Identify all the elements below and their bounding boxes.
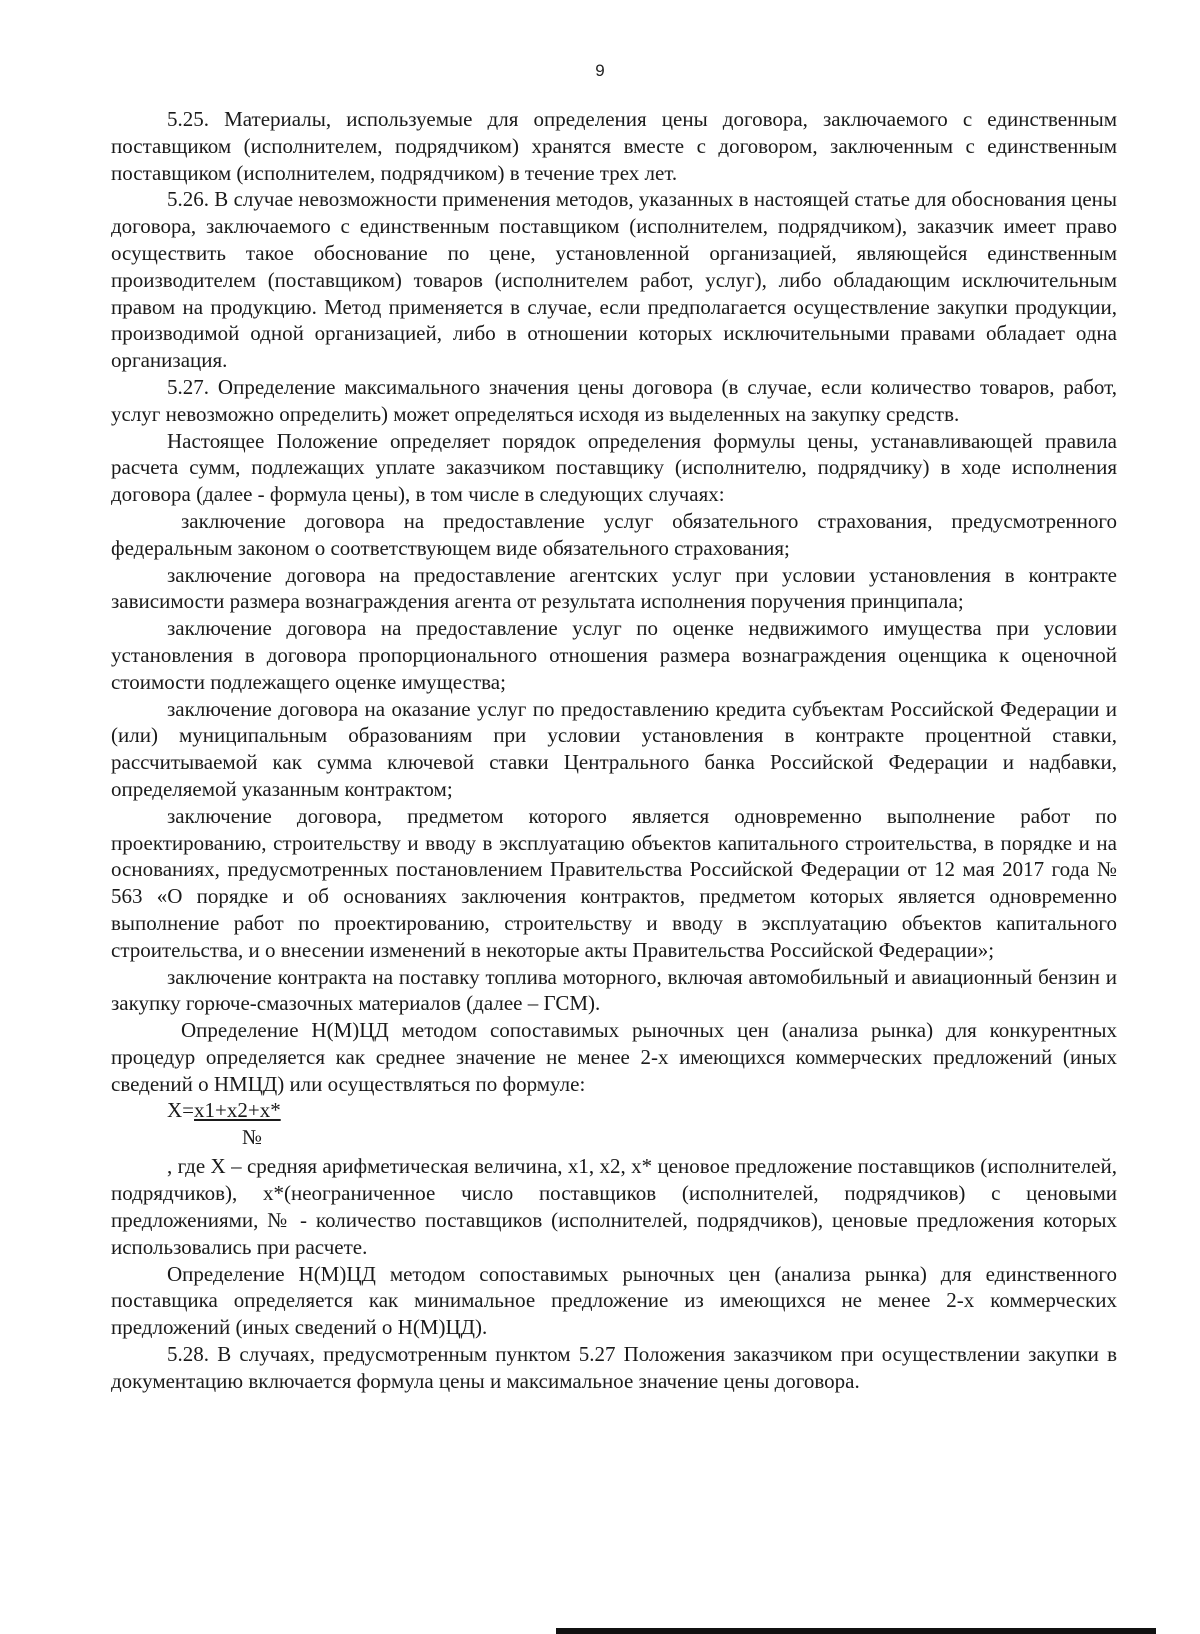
paragraph-nmcd-single-supplier: Определение Н(М)ЦД методом сопоставимых рыночных цен (анализа рынка) для единственного поставщика определяется как минимальное предложение из имеющихся не менее 2-х коммерческих предложений (иных сведений о Н(М)ЦД). — [111, 1261, 1117, 1340]
paragraph-5-28: 5.28. В случаях, предусмотренным пунктом 5.27 Положения заказчиком при осуществлении закупки в документацию включается формула цены и максимальное значение цены договора. — [111, 1342, 1117, 1393]
formula-line — [167, 1097, 281, 1124]
paragraph-case-appraisal: заключение договора на предоставление услуг по оценке недвижимого имущества при условии установления в договора пропорционального отношения размера вознаграждения оценщика к оценочной стоимости подлежащего оценке имущества; — [111, 616, 1117, 694]
formula-denominator: № — [242, 1125, 263, 1150]
paragraph-case-construction: заключение договора, предметом которого является одновременно выполнение работ по проектированию, строительству и вводу в эксплуатацию объектов капитального строительства, в порядке и на основаниях, предусмотренных постановлением Правительства Российской Федерации от 12 мая 2017 года № 563 «О порядке и об основаниях заключения контрактов, предметом которых является одновременно выполнение работ по проектированию, строительству и вводу в эксплуатацию объектов капитального строительства, и о внесении изменений в некоторые акты Правительства Российской Федерации»; — [111, 803, 1117, 962]
paragraph-formula-intro: Настоящее Положение определяет порядок определения формулы цены, устанавливающей правила расчета сумм, подлежащих уплате заказчиком поставщику (исполнителю, подрядчику) в ходе исполнения договора (далее - формула цены), в том числе в следующих случаях: — [111, 428, 1117, 507]
paragraph-case-insurance: заключение договора на предоставление услуг обязательного страхования, предусмотренного федеральным законом о соответствующем виде обязательного страхования; — [111, 508, 1117, 560]
document-body — [111, 106, 1117, 1395]
paragraph-case-fuel: заключение контракта на поставку топлива моторного, включая автомобильный и авиационный бензин и закупку горюче-смазочных материалов (далее – ГСМ). — [111, 964, 1117, 1016]
page-number: 9 — [595, 61, 605, 80]
paragraph-5-26: 5.26. В случае невозможности применения методов, указанных в настоящей статье для обоснования цены договора, заключаемого с единственным поставщиком (исполнителем, подрядчиком), заказчик имеет право осуществить такое обоснование по цене, установленной организацией, являющейся единственным производителем (поставщиком) товаров (исполнителем работ, услуг), либо обладающим исключительным правом на продукцию. Метод применяется в случае, если предполагается осуществление закупки продукции, производимой одной организацией, либо в отношении которых исключительными правами обладает одна организация. — [111, 187, 1117, 373]
paragraph-5-25: 5.25. Материалы, используемые для определения цены договора, заключаемого с единственным поставщиком (исполнителем, подрядчиком) хранятся вместе с договором, заключенным с единственным поставщиком (исполнителем, подрядчиком) в течение трех лет. — [111, 107, 1117, 185]
average-formula — [111, 1097, 1117, 1153]
paragraph-case-credit: заключение договора на оказание услуг по предоставлению кредита субъектам Российской Федерации и (или) муниципальным образованиям при условии установления в контракте процентной ставки, рассчитываемой как сумма ключевой ставки Центрального банка Российской Федерации и надбавки, определяемой указанным контрактом; — [111, 696, 1117, 801]
bottom-scan-edge — [556, 1628, 1156, 1634]
formula-numerator: x1+x2+x* — [194, 1098, 281, 1123]
paragraph-5-27: 5.27. Определение максимального значения цены договора (в случае, если количество товаров, работ, услуг невозможно определить) может определяться исходя из выделенных на закупку средств. — [111, 374, 1117, 426]
formula-lhs: X= — [167, 1098, 195, 1123]
paragraph-nmcd-competitive: Определение Н(М)ЦД методом сопоставимых рыночных цен (анализа рынка) для конкурентных процедур определяется как среднее значение не менее 2-х имеющихся коммерческих предложений (иных сведений о НМЦД) или осуществляться по формуле: — [111, 1018, 1117, 1096]
paragraph-case-agency: заключение договора на предоставление агентских услуг при условии установления в контракте зависимости размера вознаграждения агента от результата исполнения поручения принципала; — [111, 562, 1117, 614]
paragraph-formula-explanation: , где X – средняя арифметическая величина, x1, x2, x* ценовое предложение поставщиков (исполнителей, подрядчиков), x*(неограниченное число поставщиков (исполнителей, подрядчиков) с ценовыми предложениями, № - количество поставщиков (исполнителей, подрядчиков), ценовые предложения которых использовались при расчете. — [111, 1154, 1117, 1259]
